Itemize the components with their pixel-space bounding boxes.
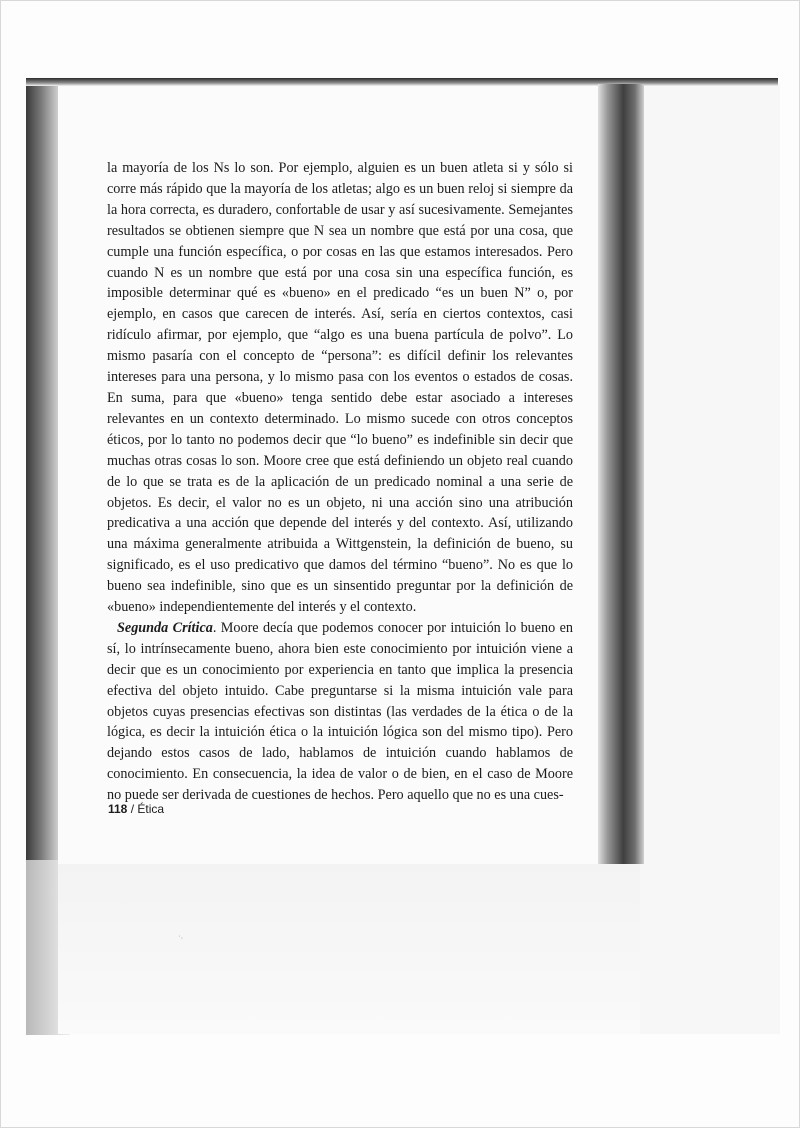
page-number: 118 [108, 802, 128, 816]
paragraph-2 [107, 618, 573, 806]
body-text [107, 158, 573, 806]
scan-bottom-area [58, 864, 640, 1034]
page-footer [108, 802, 164, 816]
section-heading-segunda-critica: Segunda Crítica [117, 619, 213, 636]
scan-speck: ˙· [178, 934, 184, 943]
paragraph-2-text: . Moore decía que podemos conocer por intuición lo bueno en sí, lo intrínsecamente bueno, ahora bien este conocimiento por intuición viene a decir que es un conocimiento por experiencia en tanto que implica la presencia efectiva del objeto intuido. Cabe preguntarse si la misma intuición vale para objetos cuyas presencias efectivas son distintas (las verdades de la ética o de la lógica, es decir la intuición ética o la intuición lógica son del mismo tipo). Pero dejando estos casos de lado, hablamos de intuición cuando hablamos de conocimiento. En consecuencia, la idea de valor o de bien, en el caso de Moore no puede ser derivada de cuestiones de hechos. Pero aquello que no es una cues- [107, 619, 574, 804]
facing-page-edge [640, 84, 780, 1034]
book-spine-shadow [598, 84, 644, 864]
paragraph-1: la mayoría de los Ns lo son. Por ejemplo, alguien es un buen atleta si y sólo si corre más rápido que la mayoría de los atletas; algo es un buen reloj si siempre da la hora correcta, es duradero, confortable de usar y así sucesivamente. Semejantes resultados se obtienen siempre que N sea un nombre que está por una cosa, que cumple una función específica, o por cosas en las que estamos interesados. Pero cuando N es un nombre que está por una cosa sin una específica función, es imposible determinar qué es «bueno» en el predicado “es un buen N” o, por ejemplo, en casos que carecen de interés. Así, sería en ciertos contextos, casi ridículo afirmar, por ejemplo, que “algo es una buena partícula de polvo”. Lo mismo pasaría con el concepto de “persona”: es difícil definir los relevantes intereses para una persona, y lo mismo pasa con los eventos o estados de cosas. En suma, para que «bueno» tenga sentido debe estar asociado a intereses relevantes en un contexto determinado. Lo mismo sucede con otros conceptos éticos, por lo tanto no podemos decir que “lo bueno” es indefinible sin decir que muchas otras cosas lo son. Moore cree que está definiendo un objeto real cuando de lo que se trata es de la aplicación de un predicado nominal a una serie de objetos. Es decir, el valor no es un objeto, ni una acción sino una atribución predicativa a una acción que depende del interés y del contexto. Así, utilizando una máxima generalmente atribuida a Wittgenstein, la definición de bueno, su significado, es el uso predicativo que damos del término “bueno”. No es que lo bueno sea indefinible, sino que es un sinsentido preguntar por la definición de «bueno» independientemente del interés y el contexto. [107, 160, 573, 616]
book-title: Ética [137, 802, 165, 816]
footer-separator: / [127, 802, 138, 816]
scan-top-edge [26, 78, 778, 86]
